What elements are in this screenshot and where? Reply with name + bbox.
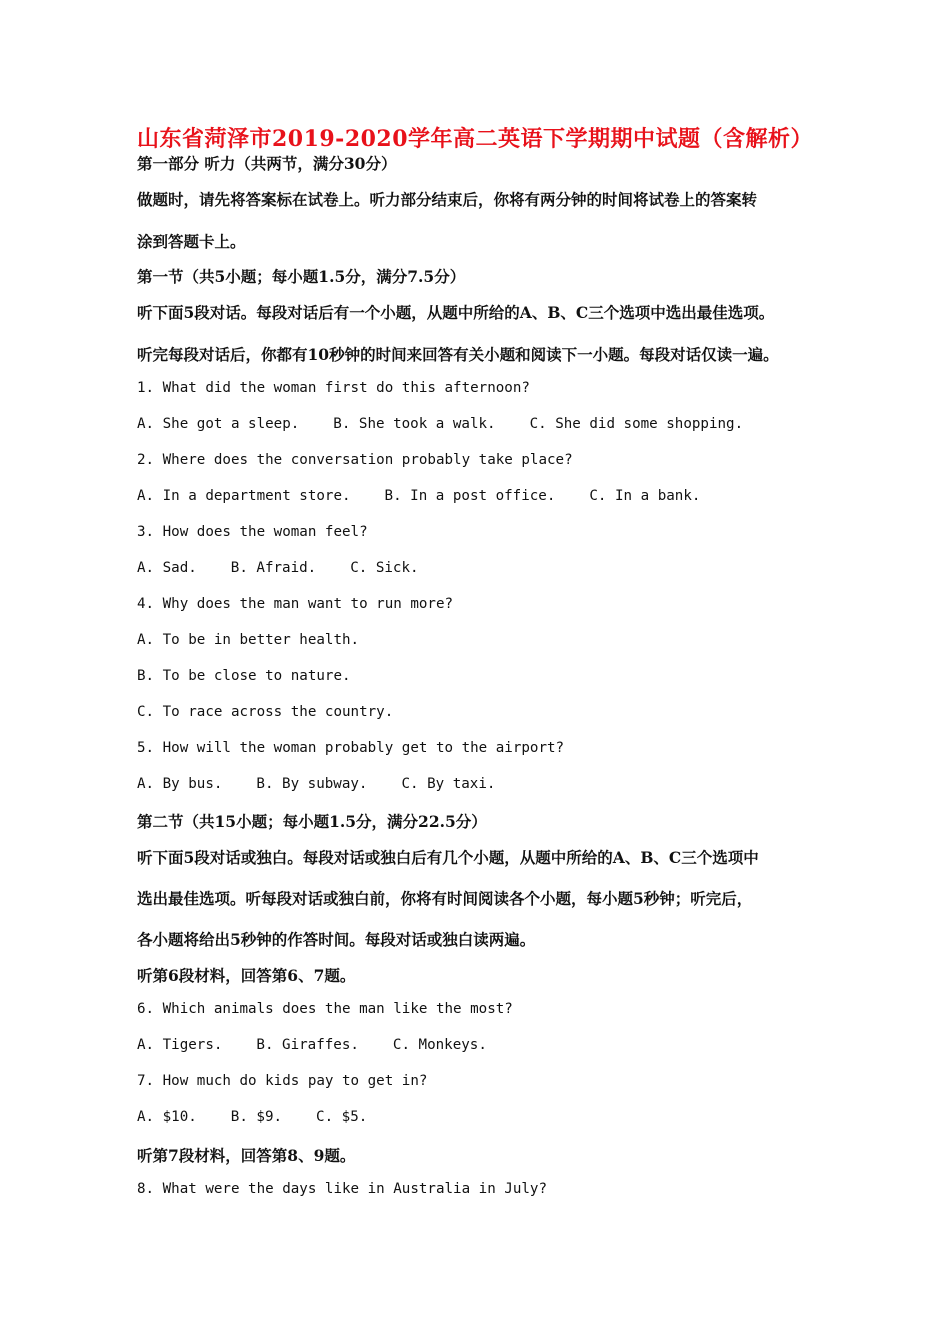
section-heading: 第二节（共15小题；每小题1.5分，满分22.5分） xyxy=(137,812,487,831)
option: C. Sick. xyxy=(350,560,419,576)
option: B. $9. xyxy=(230,1109,283,1125)
instruction-line: 听下面5段对话。每段对话后有一个小题，从题中所给的A、B、C三个选项中选出最佳选项。 xyxy=(137,303,775,322)
option: C. In a bank. xyxy=(589,488,701,504)
instruction-line: 听下面5段对话或独白。每段对话或独白后有几个小题，从题中所给的A、B、C三个选项中 xyxy=(137,848,759,867)
option: A. By bus. xyxy=(137,776,223,792)
option: B. To be close to nature. xyxy=(137,668,351,684)
instruction-line: 涂到答题卡上。 xyxy=(137,232,246,251)
material-heading: 听第6段材料，回答第6、7题。 xyxy=(137,966,356,985)
question-8: 8. What were the days like in Australia in July? xyxy=(137,1181,547,1197)
options-2 xyxy=(137,488,700,504)
option: C. She did some shopping. xyxy=(529,416,744,432)
question-7: 7. How much do kids pay to get in? xyxy=(137,1073,428,1089)
instruction-line: 选出最佳选项。听每段对话或独白前，你将有时间阅读各个小题，每小题5秒钟；听完后， xyxy=(137,889,753,908)
material-heading: 听第7段材料，回答第8、9题。 xyxy=(137,1146,356,1165)
options-3 xyxy=(137,560,419,576)
options-5 xyxy=(137,776,495,792)
option: B. By subway. xyxy=(256,776,368,792)
options-6 xyxy=(137,1037,487,1053)
option: C. $5. xyxy=(316,1109,368,1125)
option: A. To be in better health. xyxy=(137,632,360,648)
options-7 xyxy=(137,1109,367,1125)
document-title: 山东省菏泽市2019-2020学年高二英语下学期期中试题（含解析） xyxy=(136,126,814,152)
part-heading: 第一部分 听力（共两节，满分30分） xyxy=(137,154,397,173)
option: A. Tigers. xyxy=(137,1037,223,1053)
instruction-line: 各小题将给出5秒钟的作答时间。每段对话或独白读两遍。 xyxy=(137,930,536,949)
question-6: 6. Which animals does the man like the most? xyxy=(137,1001,513,1017)
question-3: 3. How does the woman feel? xyxy=(137,524,368,540)
option: A. $10. xyxy=(137,1109,197,1125)
option: A. In a department store. xyxy=(137,488,351,504)
instruction-line: 听完每段对话后，你都有10秒钟的时间来回答有关小题和阅读下一小题。每段对话仅读一遍。 xyxy=(137,345,779,364)
options-1 xyxy=(137,416,743,432)
option: C. By taxi. xyxy=(401,776,496,792)
option: B. Giraffes. xyxy=(256,1037,359,1053)
instruction-line: 做题时，请先将答案标在试卷上。听力部分结束后，你将有两分钟的时间将试卷上的答案转 xyxy=(137,190,758,209)
section-heading: 第一节（共5小题；每小题1.5分，满分7.5分） xyxy=(137,267,466,286)
option: B. She took a walk. xyxy=(333,416,496,432)
option: B. Afraid. xyxy=(230,560,317,576)
question-4: 4. Why does the man want to run more? xyxy=(137,596,454,612)
question-1: 1. What did the woman first do this afternoon? xyxy=(137,380,530,396)
option: B. In a post office. xyxy=(384,488,556,504)
option: C. To race across the country. xyxy=(137,704,394,720)
option: A. Sad. xyxy=(137,560,197,576)
question-5: 5. How will the woman probably get to the airport? xyxy=(137,740,565,756)
option: A. She got a sleep. xyxy=(137,416,300,432)
option: C. Monkeys. xyxy=(392,1037,487,1053)
question-2: 2. Where does the conversation probably take place? xyxy=(137,452,573,468)
